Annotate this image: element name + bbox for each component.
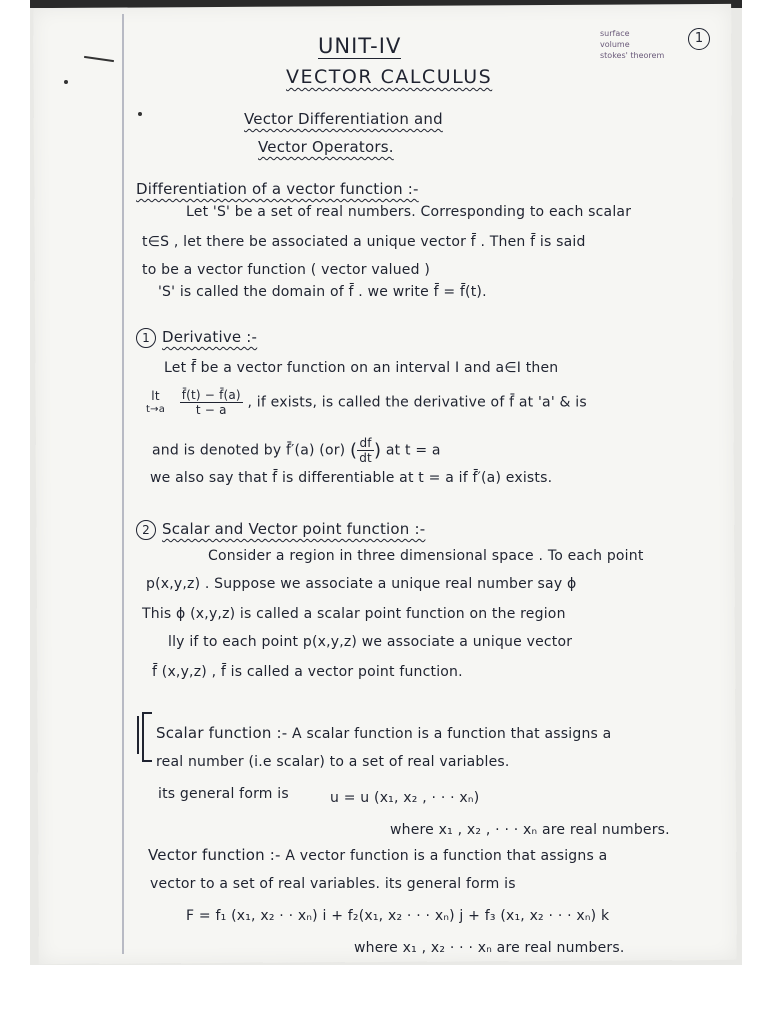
diff-line: 'S' is called the domain of f̄ . we write f̄ = f̄(t). — [158, 284, 487, 300]
derivative-heading — [136, 328, 257, 348]
course-title: VECTOR CALCULUS — [286, 66, 493, 88]
margin-line — [122, 14, 124, 954]
scalar-formula: u = u (x₁, x₂ , · · · xₙ) — [330, 790, 480, 806]
unit-title: UNIT-IV — [318, 34, 402, 58]
bracket-mark — [142, 712, 152, 762]
pen-dot — [138, 112, 142, 116]
diff-line: Let 'S' be a set of real numbers. Corresponding to each scalar — [186, 204, 632, 220]
section-title-line1: Vector Differentiation and — [244, 110, 443, 128]
limit-label: lt — [151, 388, 160, 403]
bracket-mark — [137, 716, 139, 754]
limit-subscript: t→a — [146, 403, 166, 415]
vector-row — [148, 846, 607, 864]
derivative-line: and is denoted by f̄′(a) (or) — [152, 442, 346, 459]
point-heading — [136, 520, 425, 540]
vector-line: where x₁ , x₂ · · · xₙ are real numbers. — [354, 940, 625, 956]
point-line: Consider a region in three dimensional space . To each point — [208, 548, 644, 564]
point-line: lly if to each point p(x,y,z) we associate a unique vector — [168, 634, 573, 650]
point-number: 2 — [136, 520, 156, 540]
point-line: p(x,y,z) . Suppose we associate a unique real number say ϕ — [146, 576, 577, 592]
scalar-line: A scalar function is a function that assigns a — [292, 726, 612, 742]
deriv-numerator: df — [357, 436, 374, 451]
point-line: This ϕ (x,y,z) is called a scalar point function on the region — [142, 606, 566, 622]
scalar-heading: Scalar function :- — [156, 724, 288, 742]
derivative-line: , if exists, is called the derivative of f̄ at 'a' & is — [247, 394, 587, 411]
pen-dot — [64, 80, 68, 84]
diff-line: to be a vector function ( vector valued ) — [142, 262, 430, 278]
vector-line: vector to a set of real variables. its general form is — [150, 876, 516, 892]
scalar-line: real number (i.e scalar) to a set of real variables. — [156, 754, 510, 770]
section-title-line2: Vector Operators. — [258, 138, 394, 156]
limit-expression — [146, 388, 587, 417]
vector-heading: Vector function :- — [148, 846, 281, 864]
derivative-line: we also say that f̄ is differentiable at t = a if f̄′(a) exists. — [150, 470, 553, 486]
scalar-line: its general form is — [158, 786, 289, 802]
point-line: f̄ (x,y,z) , f̄ is called a vector point function. — [152, 664, 463, 680]
scalar-line: where x₁ , x₂ , · · · xₙ are real numbers. — [390, 822, 670, 838]
limit-denominator: t − a — [195, 403, 227, 417]
page-number: 1 — [688, 28, 710, 50]
derivative-heading-text: Derivative :- — [162, 328, 258, 346]
deriv-denominator: dt — [359, 451, 372, 465]
diff-heading: Differentiation of a vector function :- — [136, 180, 419, 198]
point-heading-text: Scalar and Vector point function :- — [162, 520, 426, 538]
limit-numerator: f̄(t) − f̄(a) — [181, 388, 241, 402]
derivative-line: at t = a — [385, 442, 441, 459]
derivative-notation: and is denoted by f̄′(a) (or) ( $\frac{df}{dt}$ ) at t = a — [152, 436, 441, 465]
vector-formula: F = f₁ (x₁, x₂ · · xₙ) i + f₂(x₁, x₂ · · · xₙ) j + f₃ (x₁, x₂ · · · xₙ) k — [186, 908, 610, 924]
vector-line: A vector function is a function that assigns a — [285, 848, 608, 864]
derivative-number: 1 — [136, 328, 156, 348]
corner-note: surface volume stokes' theorem — [600, 29, 665, 60]
scalar-row — [156, 724, 611, 742]
diff-line: t∈S , let there be associated a unique vector f̄ . Then f̄ is said — [142, 234, 586, 250]
derivative-line: Let f̄ be a vector function on an interval I and a∈I then — [164, 360, 559, 376]
